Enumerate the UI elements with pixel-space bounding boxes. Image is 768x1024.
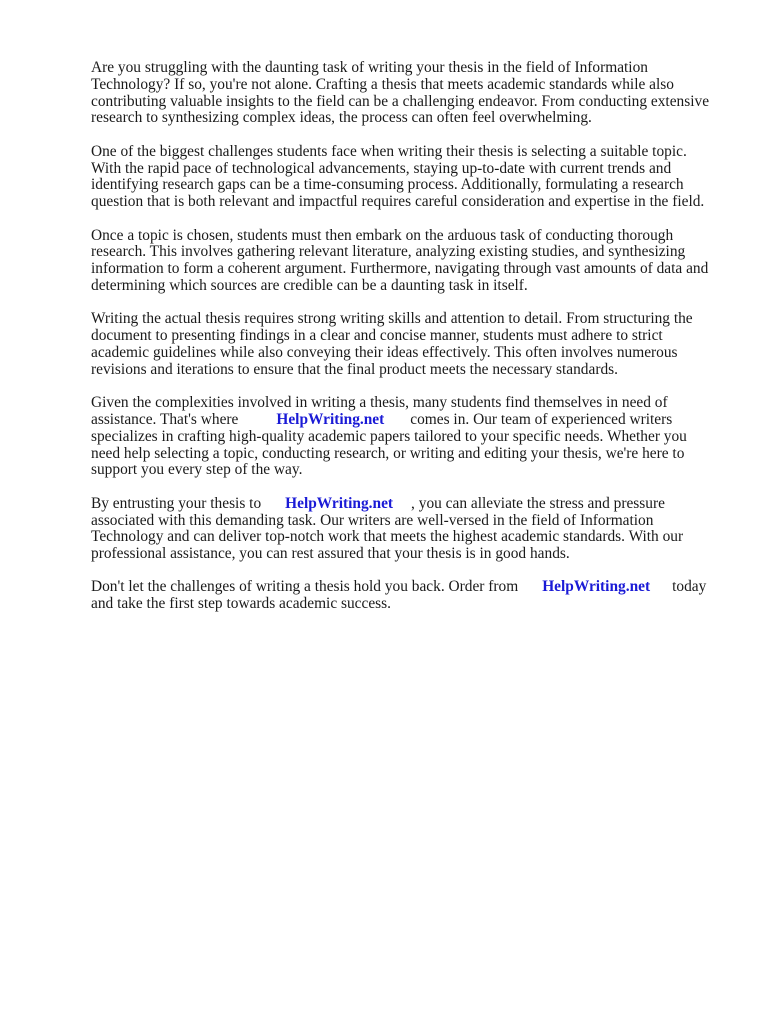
- text-line: Are you struggling with the daunting task of writing your thesis in the field of Information: [91, 59, 648, 76]
- paragraph-entrusting: [91, 496, 727, 563]
- document-page: [91, 60, 727, 630]
- text-segment: today: [672, 578, 707, 596]
- paragraph-writing: [91, 311, 727, 378]
- helpwriting-link[interactable]: HelpWriting.net: [542, 578, 651, 596]
- text-line: document to presenting findings in a clear and concise manner, students must adhere to strict: [91, 327, 663, 345]
- text-line: identifying research gaps can be a time-consuming process. Additionally, formulating a research: [91, 176, 684, 194]
- text-line: Given the complexities involved in writing a thesis, many students find themselves in need of: [91, 394, 668, 412]
- paragraph-assistance: [91, 395, 727, 479]
- text-line: associated with this demanding task. Our writers are well-versed in the field of Information: [91, 511, 654, 529]
- text-line: need help selecting a topic, conducting research, or writing and editing your thesis, we're here to: [91, 444, 685, 462]
- text-line: revisions and iterations to ensure that the final product meets the necessary standards.: [91, 360, 618, 378]
- text-line: Writing the actual thesis requires strong writing skills and attention to detail. From structuring the: [91, 310, 693, 328]
- text-segment: By entrusting your thesis to: [91, 494, 262, 512]
- text-line: With the rapid pace of technological advancements, staying up-to-date with current trends and: [91, 159, 672, 177]
- helpwriting-link[interactable]: HelpWriting.net: [276, 410, 385, 428]
- text-line: and take the first step towards academic success.: [91, 595, 392, 613]
- text-line: Technology and can deliver top-notch work that meets the highest academic standards. With our: [91, 528, 684, 546]
- text-line-with-link: [91, 579, 727, 596]
- text-line: support you every step of the way.: [91, 461, 303, 479]
- text-line: contributing valuable insights to the field can be a challenging endeavor. From conducting extensive: [91, 92, 710, 110]
- text-line: One of the biggest challenges students face when writing their thesis is selecting a suitable topic.: [91, 142, 687, 160]
- text-line: information to form a coherent argument. Furthermore, navigating through vast amounts of data and: [91, 260, 709, 278]
- text-line: determining which sources are credible can be a daunting task in itself.: [91, 276, 528, 294]
- paragraph-call-to-action: [91, 579, 727, 613]
- text-segment: , you can alleviate the stress and pressure: [411, 494, 665, 512]
- helpwriting-link[interactable]: HelpWriting.net: [285, 494, 394, 512]
- text-line: research to synthesizing complex ideas, the process can often feel overwhelming.: [91, 109, 592, 127]
- paragraph-intro: [91, 60, 727, 127]
- text-line: Technology? If so, you're not alone. Crafting a thesis that meets academic standards while also: [91, 75, 674, 93]
- text-segment: Don't let the challenges of writing a thesis hold you back. Order from: [91, 578, 519, 596]
- text-segment: assistance. That's where: [91, 410, 239, 428]
- paragraph-challenges: [91, 144, 727, 211]
- text-line: professional assistance, you can rest assured that your thesis is in good hands.: [91, 545, 570, 563]
- text-line: Once a topic is chosen, students must then embark on the arduous task of conducting thorough: [91, 226, 674, 244]
- text-line-with-link: [91, 412, 727, 429]
- text-segment: comes in. Our team of experienced writers: [410, 410, 673, 428]
- text-line: question that is both relevant and impactful requires careful consideration and expertise in the field.: [91, 193, 705, 211]
- text-line: academic guidelines while also conveying their ideas effectively. This often involves numerous: [91, 343, 678, 361]
- text-line-with-link: [91, 496, 727, 513]
- paragraph-research: [91, 228, 727, 295]
- text-line: specializes in crafting high-quality academic papers tailored to your specific needs. Whether you: [91, 427, 687, 445]
- text-line: research. This involves gathering relevant literature, analyzing existing studies, and synthesizing: [91, 243, 686, 261]
